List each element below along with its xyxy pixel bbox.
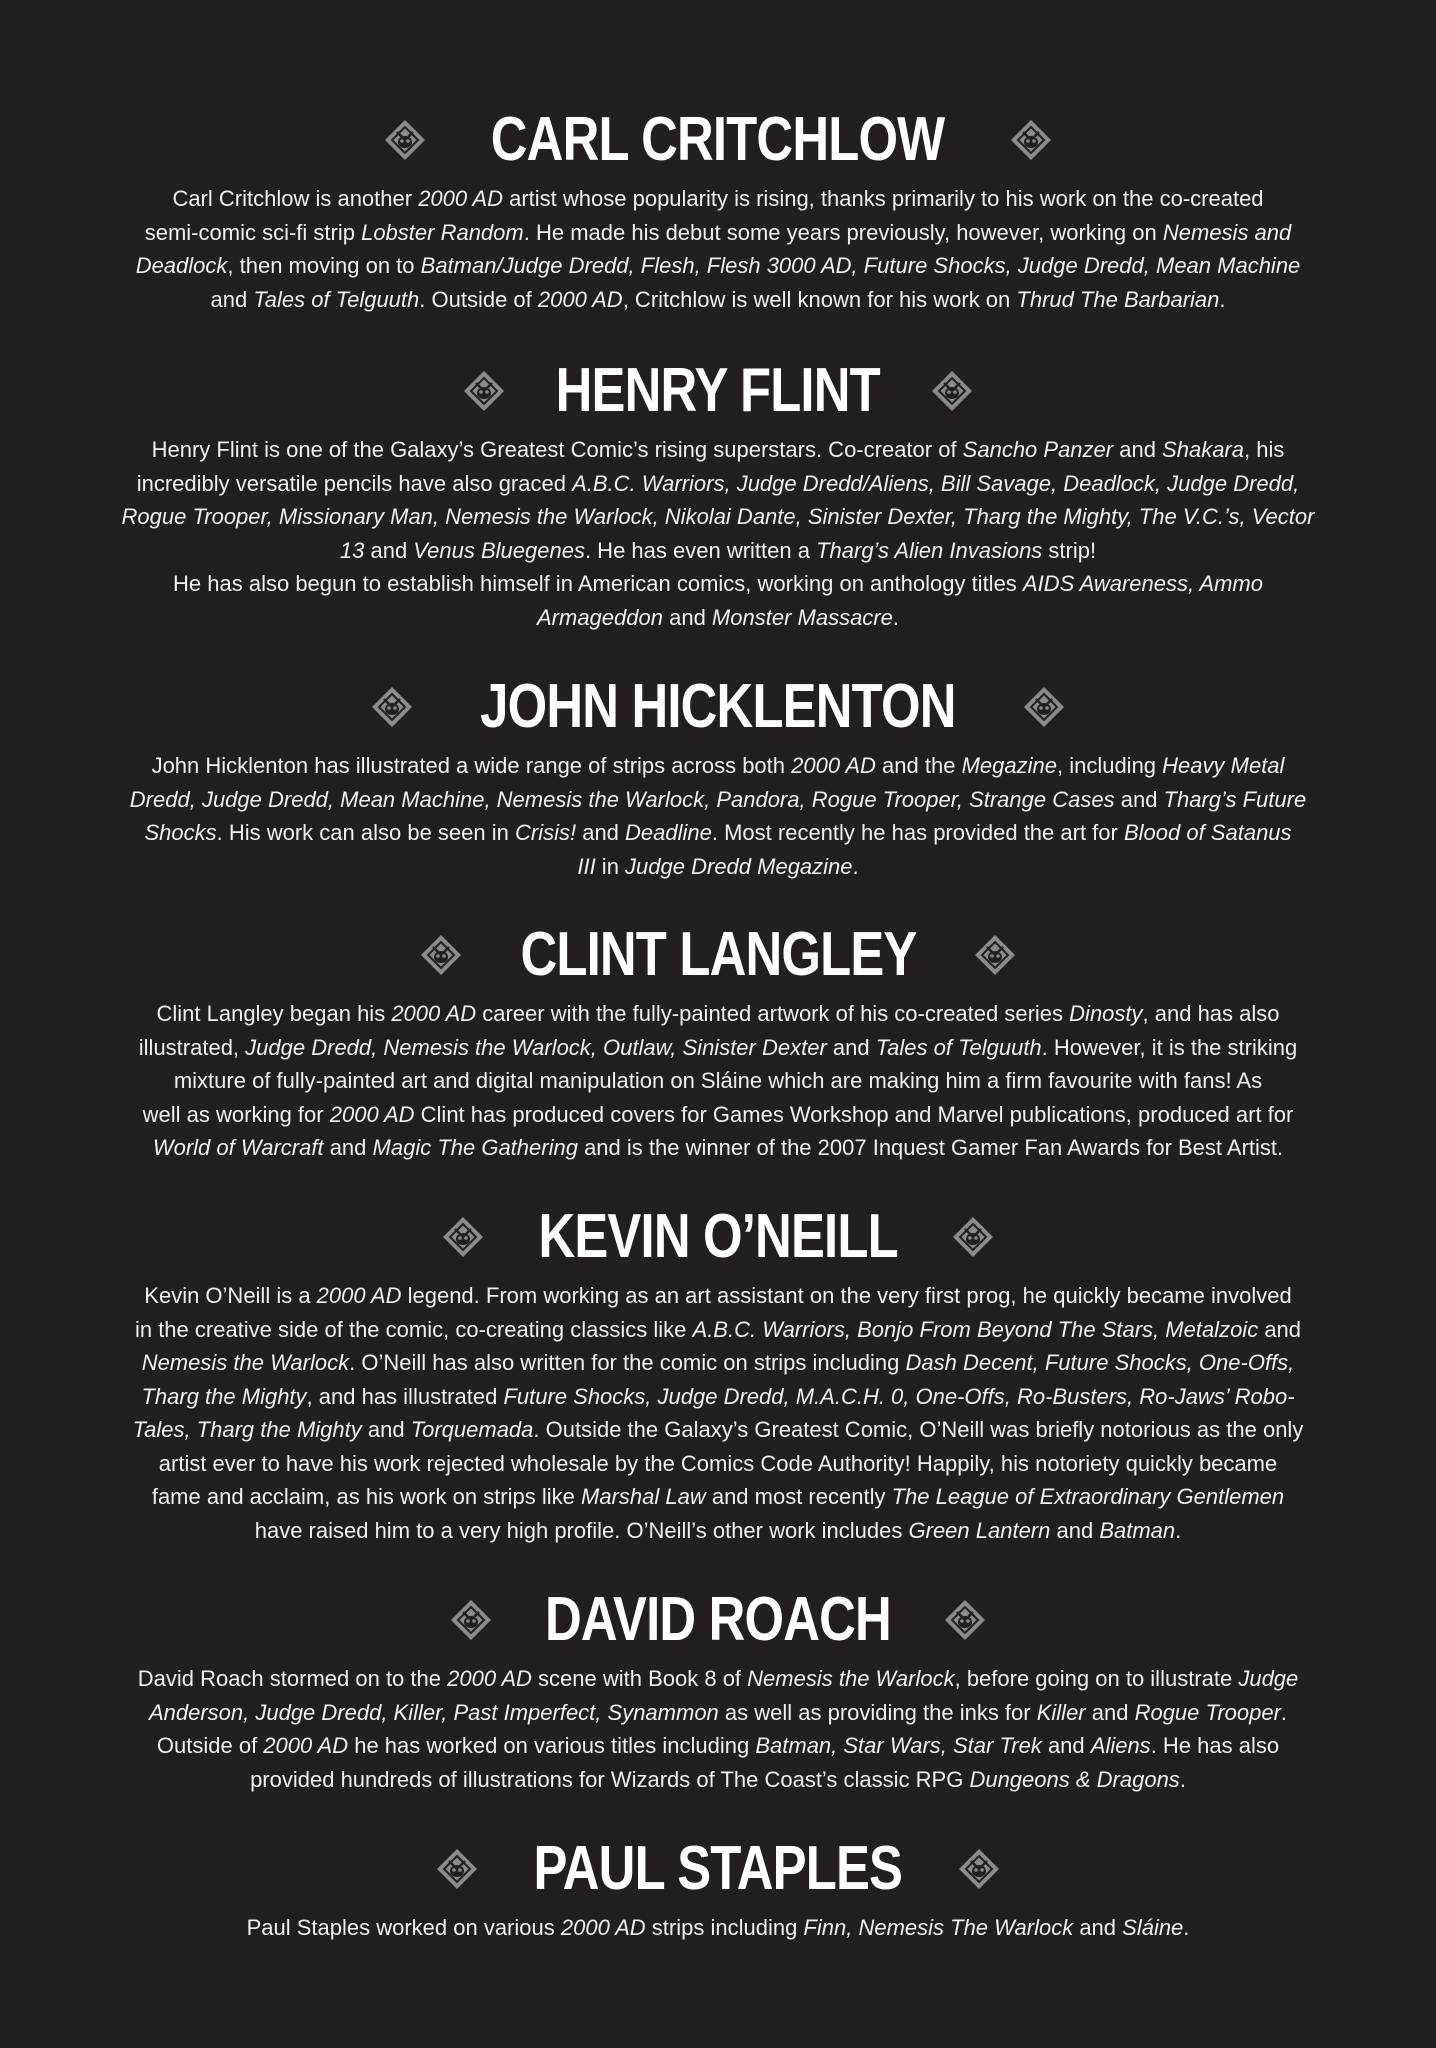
bio-text-segment: David Roach stormed on to the	[137, 1666, 448, 1691]
title-reference: 13	[339, 537, 365, 563]
title-reference: 2000 AD	[791, 753, 876, 778]
bio-text-segment: well as working for	[142, 1101, 330, 1127]
title-reference: Dungeons & Dragons	[969, 1766, 1180, 1792]
bio-text-segment: and	[826, 1034, 876, 1060]
bio-line	[120, 534, 1316, 568]
tharg-emblem-right-icon	[1022, 685, 1066, 729]
title-reference: Judge	[1238, 1666, 1299, 1691]
bio-text-segment: incredibly versatile pencils have also graced	[136, 470, 573, 496]
title-reference: Deadlock	[135, 253, 228, 278]
bio-text-segment: mixture of fully-painted art and digital manipulation on Sláine which are making him a firm favourite with fans! As	[173, 1068, 1263, 1093]
title-reference: 2000 AD	[418, 186, 503, 211]
title-reference: Crisis!	[514, 820, 577, 845]
title-reference: Magic The Gathering	[372, 1135, 578, 1160]
bio-line	[120, 283, 1316, 317]
title-reference: Sancho Panzer	[962, 437, 1114, 462]
title-reference: Shocks	[144, 820, 217, 845]
bio-text-segment: Carl Critchlow is another	[172, 186, 419, 211]
bio-text-segment: , before going on to illustrate	[954, 1666, 1239, 1691]
bio-line	[120, 1346, 1316, 1380]
bio-line	[120, 1279, 1316, 1313]
bio-text-segment: . His work can also be seen in	[216, 820, 515, 845]
bio-text-segment: and is the winner of the 2007 Inquest Gamer Fan Awards for Best Artist.	[577, 1135, 1284, 1160]
bio-john-hicklenton	[120, 667, 1316, 883]
title-reference: Nemesis and	[1162, 219, 1292, 245]
title-reference: Venus Bluegenes	[413, 537, 585, 563]
bio-header	[120, 100, 1316, 180]
bio-line	[120, 1447, 1316, 1481]
bio-text-segment: and	[210, 286, 254, 312]
bio-header	[120, 1580, 1316, 1660]
bio-text-segment: . However, it is the striking	[1041, 1034, 1298, 1060]
title-reference: Anderson, Judge Dredd, Killer, Past Imperfect, Synammon	[148, 1699, 719, 1725]
bio-text-segment: .	[1179, 1766, 1186, 1792]
bio-text-segment: , his	[1244, 437, 1285, 462]
bio-text-segment: strips including	[645, 1915, 804, 1940]
tharg-emblem-right-icon	[957, 1847, 1001, 1891]
bio-paul-staples	[120, 1829, 1316, 1945]
bio-header	[120, 351, 1316, 431]
bio-clint-langley	[120, 915, 1316, 1165]
bio-text-segment: and	[323, 1135, 373, 1160]
title-reference: Tharg’s Future	[1163, 786, 1307, 812]
tharg-emblem-right-icon	[930, 369, 974, 413]
bio-text-segment: and	[1050, 1517, 1100, 1543]
tharg-emblem-left-icon	[435, 1847, 479, 1891]
bio-text-segment: and	[576, 820, 626, 845]
bio-header	[120, 1829, 1316, 1909]
tharg-emblem-left-icon	[419, 933, 463, 977]
tharg-emblem-right-icon	[943, 1598, 987, 1642]
title-reference: 2000 AD	[263, 1733, 349, 1758]
bio-text-segment: . Outside the Galaxy’s Greatest Comic, O’Neill was briefly notorious as the only	[533, 1417, 1304, 1442]
bio-text-segment: in	[595, 853, 626, 879]
bio-text-segment: semi-comic sci-fi strip	[144, 219, 362, 245]
bio-text-segment: career with the fully-painted artwork of his co-created series	[476, 1001, 1070, 1026]
bio-text-segment: , and has also	[1142, 1001, 1280, 1026]
bio-line	[120, 1098, 1316, 1132]
bio-henry-flint	[120, 351, 1316, 634]
artist-bio-text	[120, 182, 1316, 316]
bio-text-segment: and	[1113, 437, 1163, 462]
artist-name: CARL CRITCHLOW	[491, 105, 945, 174]
bio-text-segment: .	[852, 853, 859, 879]
bio-text-segment: Clint Langley began his	[156, 1001, 392, 1026]
artist-bio-text	[120, 1279, 1316, 1547]
bio-text-segment: . He made his debut some years previously, however, working on	[523, 219, 1163, 245]
bio-david-roach	[120, 1580, 1316, 1796]
bio-text-segment: .	[1280, 1699, 1288, 1725]
tharg-emblem-right-icon	[973, 933, 1017, 977]
tharg-emblem-left-icon	[449, 1598, 493, 1642]
bio-line	[120, 1380, 1316, 1414]
title-reference: 2000 AD	[447, 1666, 532, 1691]
title-reference: Judge Dredd Megazine	[625, 853, 853, 879]
bio-text-segment: . He has also	[1150, 1733, 1280, 1758]
bio-text-segment: as well as providing the inks for	[718, 1699, 1037, 1725]
bio-text-segment: , then moving on to	[227, 253, 421, 278]
title-reference: Dinosty	[1069, 1001, 1143, 1026]
bio-header	[120, 667, 1316, 747]
bio-text-segment: and	[1114, 786, 1164, 812]
title-reference: Nemesis the Warlock	[747, 1666, 955, 1691]
bio-line	[120, 1514, 1316, 1548]
title-reference: Green Lantern	[908, 1517, 1051, 1543]
bio-text-segment: Clint has produced covers for Games Workshop and Marvel publications, produced art for	[414, 1101, 1294, 1127]
title-reference: Rogue Trooper, Missionary Man, Nemesis the Warlock, Nikolai Dante, Sinister Dexter, Tharg the Mighty, The V.C.’s, Vector	[121, 504, 1315, 529]
title-reference: Monster Massacre	[711, 604, 893, 630]
bio-text-segment: . O’Neill has also written for the comic on strips including	[349, 1350, 906, 1375]
bio-text-segment: legend. From working as an art assistant on the very first prog, he quickly became involved	[401, 1283, 1292, 1308]
title-reference: Aliens	[1090, 1733, 1151, 1758]
artist-bio-text	[120, 1911, 1316, 1945]
bio-kevin-oneill	[120, 1197, 1316, 1547]
title-reference: Shakara	[1162, 437, 1244, 462]
title-reference: Blood of Satanus	[1123, 820, 1292, 845]
bio-line	[120, 433, 1316, 467]
title-reference: III	[577, 853, 596, 879]
bio-text-segment: .	[892, 604, 899, 630]
bio-line	[120, 749, 1316, 783]
title-reference: Deadline	[625, 820, 712, 845]
bio-text-segment: scene with Book 8 of	[531, 1666, 748, 1691]
bio-line	[120, 1662, 1316, 1696]
artist-bio-text	[120, 749, 1316, 883]
bio-line	[120, 1313, 1316, 1347]
title-reference: 2000 AD	[537, 286, 623, 312]
bio-line	[120, 1763, 1316, 1797]
title-reference: AIDS Awareness, Ammo	[1022, 571, 1263, 596]
artist-name: CLINT LANGLEY	[519, 920, 917, 989]
bio-text-segment: he has worked on various titles including	[348, 1733, 756, 1758]
bio-text-segment: and	[1258, 1316, 1302, 1342]
bio-line	[120, 567, 1316, 601]
title-reference: Tales of Telguuth	[253, 286, 420, 312]
title-reference: 2000 AD	[329, 1101, 415, 1127]
bio-text-segment: Henry Flint is one of the Galaxy’s Greatest Comic’s rising superstars. Co-creator of	[151, 437, 963, 462]
title-reference: Killer	[1036, 1699, 1086, 1725]
title-reference: Batman/Judge Dredd, Flesh, Flesh 3000 AD, Future Shocks, Judge Dredd, Mean Machine	[420, 253, 1301, 278]
bio-carl-critchlow	[120, 100, 1316, 316]
bio-text-segment: and most recently	[705, 1484, 892, 1509]
bio-line	[120, 1480, 1316, 1514]
artist-bio-text	[120, 997, 1316, 1165]
bio-text-segment: , and has illustrated	[306, 1383, 504, 1409]
bio-text-segment: Outside of	[156, 1733, 264, 1758]
bio-line	[120, 1911, 1316, 1945]
bio-text-segment: strip!	[1042, 537, 1097, 563]
title-reference: Dash Decent, Future Shocks, One-Offs,	[905, 1350, 1295, 1375]
title-reference: Tharg the Mighty	[141, 1383, 307, 1409]
bio-line	[120, 1064, 1316, 1098]
bio-header	[120, 915, 1316, 995]
title-reference: The League of Extraordinary Gentlemen	[891, 1484, 1285, 1509]
title-reference: Sláine	[1122, 1915, 1184, 1940]
bio-text-segment: fame and acclaim, as his work on strips like	[151, 1484, 581, 1509]
title-reference: Megazine	[961, 753, 1057, 778]
tharg-emblem-right-icon	[951, 1215, 995, 1259]
bio-line	[120, 249, 1316, 283]
bio-text-segment: artist ever to have his work rejected wholesale by the Comics Code Authority! Happily, his notoriety quickly became	[158, 1450, 1278, 1476]
title-reference: 2000 AD	[391, 1001, 477, 1026]
bio-text-segment: .	[1219, 286, 1226, 312]
bio-text-segment: , including	[1056, 753, 1163, 778]
bio-text-segment: provided hundreds of illustrations for Wizards of The Coast’s classic RPG	[250, 1766, 970, 1792]
bio-line	[120, 467, 1316, 501]
bio-line	[120, 997, 1316, 1031]
bio-line	[120, 816, 1316, 850]
bio-text-segment: and	[662, 604, 712, 630]
title-reference: Tharg’s Alien Invasions	[816, 537, 1043, 563]
title-reference: Thrud The Barbarian	[1016, 286, 1220, 312]
bio-text-segment: and	[1073, 1915, 1123, 1940]
title-reference: World of Warcraft	[152, 1135, 324, 1160]
artist-bio-text	[120, 1662, 1316, 1796]
title-reference: Armageddon	[537, 604, 663, 630]
title-reference: Nemesis the Warlock	[141, 1350, 350, 1375]
artist-name: HENRY FLINT	[555, 356, 881, 425]
artist-name: DAVID ROACH	[545, 1585, 891, 1654]
bio-text-segment: .	[1175, 1517, 1182, 1543]
title-reference: Lobster Random	[361, 219, 524, 245]
bio-text-segment: Paul Staples worked on various	[246, 1915, 561, 1940]
bio-text-segment: Kevin O’Neill is a	[144, 1283, 317, 1308]
bio-text-segment: illustrated,	[138, 1034, 246, 1060]
bio-text-segment: artist whose popularity is rising, thanks primarily to his work on the co-created	[503, 186, 1264, 211]
bio-header	[120, 1197, 1316, 1277]
artist-name: PAUL STAPLES	[533, 1834, 903, 1903]
bio-text-segment: He has also begun to establish himself in American comics, working on anthology titles	[173, 571, 1023, 596]
bio-line	[120, 1729, 1316, 1763]
bio-text-segment: .	[1183, 1915, 1190, 1940]
title-reference: A.B.C. Warriors, Bonjo From Beyond The Stars, Metalzoic	[692, 1316, 1259, 1342]
artist-name: KEVIN O’NEILL	[538, 1202, 898, 1271]
title-reference: Tales of Telguuth	[875, 1034, 1042, 1060]
bio-text-segment: and	[361, 1417, 411, 1442]
bio-line	[120, 500, 1316, 534]
bio-line	[120, 1413, 1316, 1447]
bio-text-segment: and the	[875, 753, 962, 778]
title-reference: A.B.C. Warriors, Judge Dredd/Aliens, Bill Savage, Deadlock, Judge Dredd,	[572, 470, 1300, 496]
bio-text-segment: . Outside of	[419, 286, 538, 312]
title-reference: Batman, Star Wars, Star Trek	[755, 1733, 1042, 1758]
bio-line	[120, 783, 1316, 817]
title-reference: 2000 AD	[560, 1915, 646, 1940]
bio-text-segment: , Critchlow is well known for his work on	[622, 286, 1017, 312]
bio-text-segment: and	[1085, 1699, 1135, 1725]
title-reference: Batman	[1099, 1517, 1176, 1543]
title-reference: Marshal Law	[581, 1484, 706, 1509]
title-reference: Dredd, Judge Dredd, Mean Machine, Nemesis the Warlock, Pandora, Rogue Trooper, Strange Cases	[129, 786, 1115, 812]
tharg-emblem-left-icon	[462, 369, 506, 413]
title-reference: Judge Dredd, Nemesis the Warlock, Outlaw, Sinister Dexter	[245, 1034, 827, 1060]
title-reference: Torquemada	[410, 1417, 534, 1442]
tharg-emblem-left-icon	[383, 118, 427, 162]
bio-line	[120, 216, 1316, 250]
artist-bio-text	[120, 433, 1316, 634]
bio-line	[120, 1031, 1316, 1065]
tharg-emblem-right-icon	[1009, 118, 1053, 162]
bio-text-segment: . He has even written a	[584, 537, 817, 563]
tharg-emblem-left-icon	[441, 1215, 485, 1259]
bio-line	[120, 182, 1316, 216]
title-reference: 2000 AD	[316, 1283, 402, 1308]
bio-text-segment: and	[364, 537, 414, 563]
title-reference: Tales, Tharg the Mighty	[132, 1417, 362, 1442]
bio-line	[120, 850, 1316, 884]
bio-text-segment: and	[1041, 1733, 1091, 1758]
bio-line	[120, 601, 1316, 635]
tharg-emblem-left-icon	[370, 685, 414, 729]
title-reference: Heavy Metal	[1162, 753, 1285, 778]
title-reference: Future Shocks, Judge Dredd, M.A.C.H. 0, One-Offs, Ro-Busters, Ro-Jaws’ Robo-	[503, 1383, 1295, 1409]
bio-text-segment: . Most recently he has provided the art for	[711, 820, 1124, 845]
title-reference: Finn, Nemesis The Warlock	[803, 1915, 1074, 1940]
bio-line	[120, 1696, 1316, 1730]
bio-text-segment: have raised him to a very high profile. O’Neill’s other work includes	[254, 1517, 909, 1543]
bio-line	[120, 1131, 1316, 1165]
title-reference: Rogue Trooper	[1134, 1699, 1281, 1725]
bio-text-segment: in the creative side of the comic, co-creating classics like	[134, 1316, 693, 1342]
bio-text-segment: John Hicklenton has illustrated a wide range of strips across both	[151, 753, 792, 778]
artist-name: JOHN HICKLENTON	[480, 672, 956, 741]
